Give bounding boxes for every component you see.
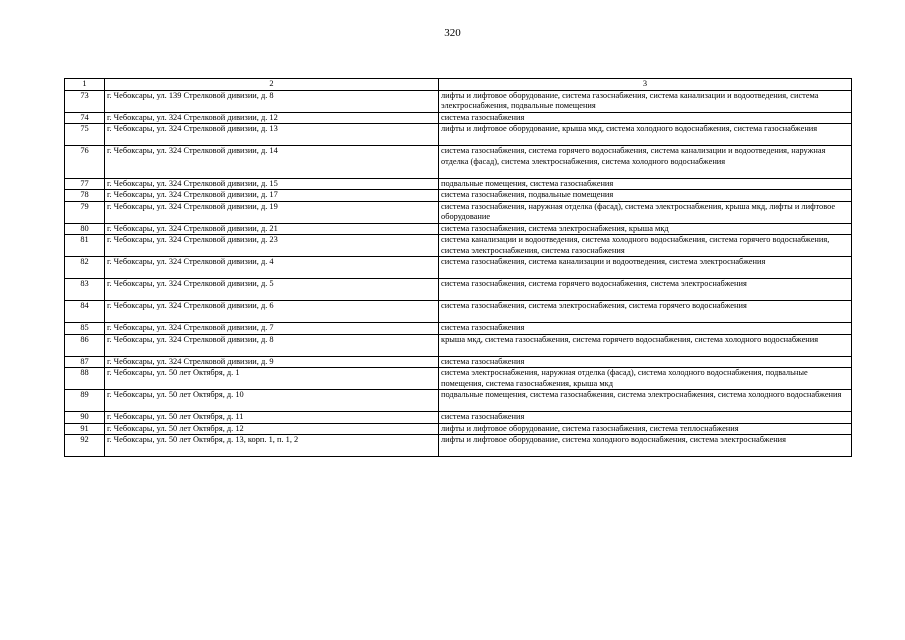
works-cell: лифты и лифтовое оборудование, крыша мкд, система холодного водоснабжения, система газоснабжения	[439, 124, 852, 146]
address-cell: г. Чебоксары, ул. 324 Стрелковой дивизии, д. 15	[105, 178, 439, 190]
table-row	[65, 112, 852, 124]
row-number-cell: 82	[65, 257, 105, 279]
address-cell: г. Чебоксары, ул. 324 Стрелковой дивизии, д. 4	[105, 257, 439, 279]
works-cell: система газоснабжения, система электроснабжения, система горячего водоснабжения	[439, 301, 852, 323]
row-number-cell: 86	[65, 334, 105, 356]
row-number-cell: 91	[65, 423, 105, 435]
table-header-row	[65, 79, 852, 91]
table-row	[65, 356, 852, 368]
works-cell: подвальные помещения, система газоснабжения	[439, 178, 852, 190]
address-cell: г. Чебоксары, ул. 324 Стрелковой дивизии, д. 23	[105, 235, 439, 257]
works-cell: система газоснабжения, система канализации и водоотведения, система электроснабжения	[439, 257, 852, 279]
works-cell: система газоснабжения, система электроснабжения, крыша мкд	[439, 223, 852, 235]
column-header-1: 1	[65, 79, 105, 91]
works-cell: подвальные помещения, система газоснабжения, система электроснабжения, система холодного водоснабжения	[439, 390, 852, 412]
address-cell: г. Чебоксары, ул. 50 лет Октября, д. 1	[105, 368, 439, 390]
works-cell: лифты и лифтовое оборудование, система газоснабжения, система теплоснабжения	[439, 423, 852, 435]
works-cell: система электроснабжения, наружная отделка (фасад), система холодного водоснабжения, подвальные помещения, система газоснабжения, крыша мкд	[439, 368, 852, 390]
address-cell: г. Чебоксары, ул. 324 Стрелковой дивизии, д. 7	[105, 323, 439, 335]
table-row	[65, 146, 852, 179]
works-cell: лифты и лифтовое оборудование, система холодного водоснабжения, система электроснабжения	[439, 435, 852, 457]
row-number-cell: 73	[65, 90, 105, 112]
address-cell: г. Чебоксары, ул. 324 Стрелковой дивизии, д. 21	[105, 223, 439, 235]
address-cell: г. Чебоксары, ул. 324 Стрелковой дивизии, д. 14	[105, 146, 439, 179]
works-cell: крыша мкд, система газоснабжения, система горячего водоснабжения, система холодного водоснабжения	[439, 334, 852, 356]
row-number-cell: 88	[65, 368, 105, 390]
row-number-cell: 87	[65, 356, 105, 368]
row-number-cell: 79	[65, 201, 105, 223]
address-cell: г. Чебоксары, ул. 139 Стрелковой дивизии, д. 8	[105, 90, 439, 112]
table-row	[65, 90, 852, 112]
address-cell: г. Чебоксары, ул. 324 Стрелковой дивизии, д. 5	[105, 279, 439, 301]
address-cell: г. Чебоксары, ул. 324 Стрелковой дивизии, д. 19	[105, 201, 439, 223]
address-cell: г. Чебоксары, ул. 324 Стрелковой дивизии, д. 6	[105, 301, 439, 323]
address-cell: г. Чебоксары, ул. 50 лет Октября, д. 13, корп. 1, п. 1, 2	[105, 435, 439, 457]
works-cell: система газоснабжения, наружная отделка (фасад), система электроснабжения, крыша мкд, лифты и лифтовое оборудование	[439, 201, 852, 223]
table-row	[65, 334, 852, 356]
table-row	[65, 301, 852, 323]
table-row	[65, 124, 852, 146]
address-cell: г. Чебоксары, ул. 324 Стрелковой дивизии, д. 12	[105, 112, 439, 124]
address-cell: г. Чебоксары, ул. 324 Стрелковой дивизии, д. 13	[105, 124, 439, 146]
table-row	[65, 235, 852, 257]
works-cell: система газоснабжения	[439, 356, 852, 368]
table-body	[65, 79, 852, 457]
table-row	[65, 368, 852, 390]
row-number-cell: 90	[65, 412, 105, 424]
row-number-cell: 80	[65, 223, 105, 235]
row-number-cell: 92	[65, 435, 105, 457]
table-row	[65, 279, 852, 301]
row-number-cell: 77	[65, 178, 105, 190]
works-cell: система газоснабжения, система горячего водоснабжения, система электроснабжения	[439, 279, 852, 301]
works-cell: система газоснабжения	[439, 323, 852, 335]
table-row	[65, 323, 852, 335]
row-number-cell: 74	[65, 112, 105, 124]
buildings-table	[64, 78, 852, 457]
row-number-cell: 75	[65, 124, 105, 146]
address-cell: г. Чебоксары, ул. 324 Стрелковой дивизии, д. 8	[105, 334, 439, 356]
works-cell: система газоснабжения	[439, 412, 852, 424]
address-cell: г. Чебоксары, ул. 324 Стрелковой дивизии, д. 9	[105, 356, 439, 368]
row-number-cell: 85	[65, 323, 105, 335]
works-cell: система газоснабжения, подвальные помещения	[439, 190, 852, 202]
works-cell: система газоснабжения, система горячего водоснабжения, система канализации и водоотведения, наружная отделка (фасад), система электроснабжения, система холодного водоснабжения	[439, 146, 852, 179]
page-number: 320	[444, 27, 461, 39]
row-number-cell: 76	[65, 146, 105, 179]
table-row	[65, 423, 852, 435]
column-header-3: 3	[439, 79, 852, 91]
row-number-cell: 84	[65, 301, 105, 323]
table-row	[65, 201, 852, 223]
table-row	[65, 412, 852, 424]
table-row	[65, 223, 852, 235]
row-number-cell: 78	[65, 190, 105, 202]
column-header-2: 2	[105, 79, 439, 91]
table-row	[65, 257, 852, 279]
row-number-cell: 81	[65, 235, 105, 257]
works-cell: лифты и лифтовое оборудование, система газоснабжения, система канализации и водоотведения, система электроснабжения, подвальные помещения	[439, 90, 852, 112]
table-row	[65, 390, 852, 412]
address-cell: г. Чебоксары, ул. 50 лет Октября, д. 10	[105, 390, 439, 412]
table-row	[65, 190, 852, 202]
works-cell: система канализации и водоотведения, система холодного водоснабжения, система горячего водоснабжения, система электроснабжения, система газоснабжения	[439, 235, 852, 257]
works-cell: система газоснабжения	[439, 112, 852, 124]
table-row	[65, 435, 852, 457]
address-cell: г. Чебоксары, ул. 50 лет Октября, д. 12	[105, 423, 439, 435]
address-cell: г. Чебоксары, ул. 324 Стрелковой дивизии, д. 17	[105, 190, 439, 202]
row-number-cell: 89	[65, 390, 105, 412]
row-number-cell: 83	[65, 279, 105, 301]
address-cell: г. Чебоксары, ул. 50 лет Октября, д. 11	[105, 412, 439, 424]
table-row	[65, 178, 852, 190]
